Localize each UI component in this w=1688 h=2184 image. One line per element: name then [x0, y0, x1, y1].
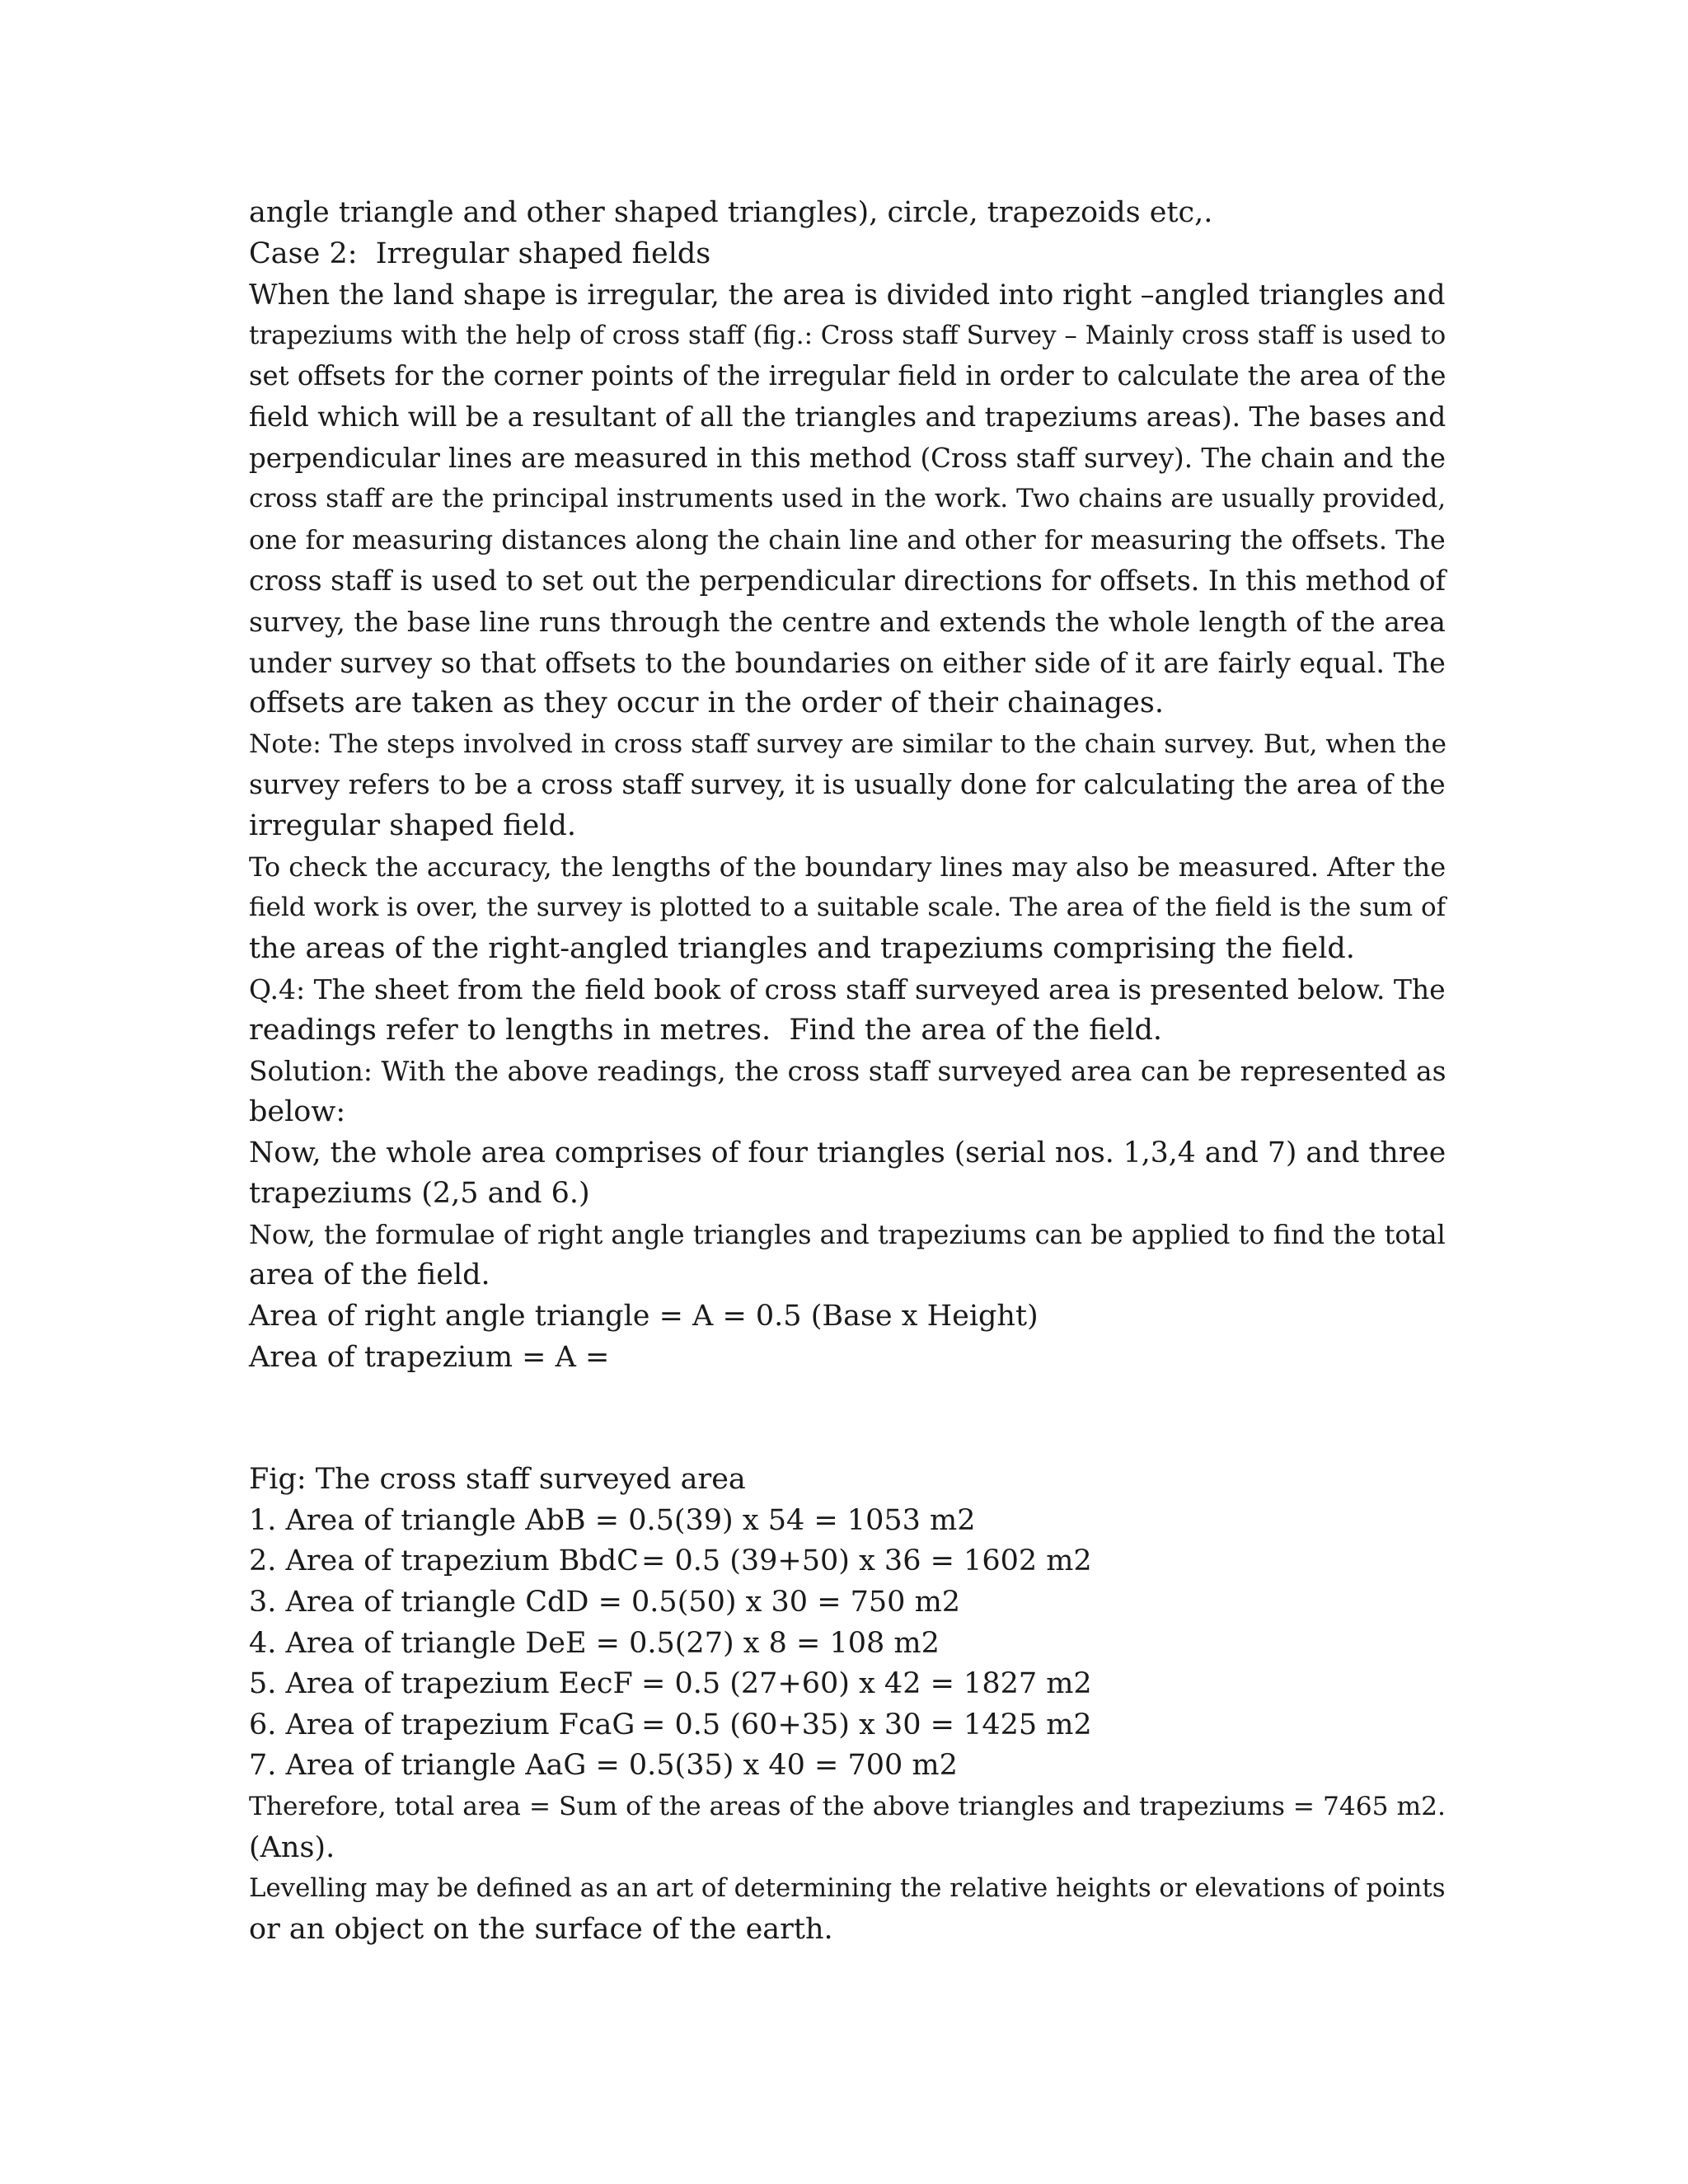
question-line: Q.4: The sheet from the field book of cross staff surveyed area is presented below. The	[249, 973, 1446, 1006]
solution-line: below:	[249, 1095, 346, 1129]
text-line: survey, the base line runs through the centre and extends the whole length of the area	[249, 605, 1446, 638]
answer-line: (Ans).	[249, 1830, 335, 1864]
note-line: irregular shaped field.	[249, 808, 577, 842]
text-line: the areas of the right-angled triangles and trapeziums comprising the field.	[249, 931, 1355, 965]
calculation-right: = 0.5 (27+60) x 42 = 1827 m2	[641, 1667, 1092, 1701]
text-line: field work is over, the survey is plotted to a suitable scale. The area of the field is the sum of	[249, 893, 1447, 923]
calculation-left: 2. Area of trapezium BbdC	[249, 1544, 639, 1578]
question-line: readings refer to lengths in metres. Find the area of the field.	[249, 1013, 1163, 1047]
section-heading-case-2: Case 2: Irregular shaped fields	[249, 237, 711, 270]
text-line: offsets are taken as they occur in the order of their chainages.	[249, 687, 1164, 720]
calculation-row	[249, 1624, 1452, 1665]
formula-trapezium: Area of trapezium = A =	[249, 1340, 610, 1374]
calculation-row	[249, 1705, 1452, 1746]
text-line: area of the field.	[249, 1258, 490, 1292]
blank-space	[249, 1378, 1452, 1460]
calculation-row	[249, 1582, 1452, 1624]
document-page	[249, 193, 1452, 1950]
text-line: field which will be a resultant of all the triangles and trapeziums areas). The bases and	[249, 401, 1447, 433]
levelling-definition-line: Levelling may be defined as an art of determining the relative heights or elevations of points	[249, 1873, 1446, 1904]
note-line: survey refers to be a cross staff survey, it is usually done for calculating the area of the	[249, 769, 1446, 801]
calculation-row	[249, 1746, 1452, 1787]
text-line: one for measuring distances along the chain line and other for measuring the offsets. The	[249, 523, 1446, 555]
levelling-definition-line: or an object on the surface of the earth.	[249, 1912, 833, 1946]
text-line: When the land shape is irregular, the area is divided into right –angled triangles and	[249, 279, 1446, 312]
text-line: cross staff are the principal instruments used in the work. Two chains are usually provided,	[249, 484, 1447, 514]
text-line: perpendicular lines are measured in this method (Cross staff survey). The chain and the	[249, 442, 1446, 474]
calculation-left: 4. Area of triangle DeE = 0.5(27) x 8 = 108 m2	[249, 1626, 940, 1660]
text-line: trapeziums (2,5 and 6.)	[249, 1177, 590, 1211]
body-text-top	[249, 193, 1452, 1378]
calculation-list	[249, 1501, 1452, 1787]
text-line: To check the accuracy, the lengths of the boundary lines may also be measured. After the	[249, 851, 1447, 883]
calculation-left: 6. Area of trapezium FcaG	[249, 1708, 635, 1741]
figure-caption: Fig: The cross staff surveyed area	[249, 1463, 746, 1497]
text-line: trapeziums with the help of cross staff (fig.: Cross staff Survey – Mainly cross staff is used to	[249, 320, 1447, 350]
calculation-row	[249, 1501, 1452, 1542]
calculation-left: 3. Area of triangle CdD = 0.5(50) x 30 = 750 m2	[249, 1586, 961, 1619]
text-line: Now, the whole area comprises of four triangles (serial nos. 1,3,4 and 7) and three	[249, 1136, 1447, 1169]
calculation-right: = 0.5 (39+50) x 36 = 1602 m2	[641, 1544, 1092, 1578]
calculation-left: 1. Area of triangle AbB = 0.5(39) x 54 = 1053 m2	[249, 1503, 976, 1537]
text-line: cross staff is used to set out the perpendicular directions for offsets. In this method of	[249, 565, 1446, 598]
text-line: under survey so that offsets to the boundaries on either side of it are fairly equal. The	[249, 646, 1446, 679]
calculation-right: = 0.5 (60+35) x 30 = 1425 m2	[641, 1708, 1092, 1741]
solution-line: Solution: With the above readings, the cross staff surveyed area can be represented as	[249, 1055, 1447, 1088]
text-line: angle triangle and other shaped triangles), circle, trapezoids etc,.	[249, 196, 1213, 229]
text-line: Now, the formulae of right angle triangles and trapeziums can be applied to find the total	[249, 1218, 1446, 1250]
calculation-left: 5. Area of trapezium EecF	[249, 1667, 633, 1701]
calculation-row	[249, 1541, 1452, 1582]
total-area-line: Therefore, total area = Sum of the areas of the above triangles and trapeziums = 7465 m2.	[249, 1791, 1446, 1821]
calculation-left: 7. Area of triangle AaG = 0.5(35) x 40 = 700 m2	[249, 1749, 958, 1783]
calculation-row	[249, 1664, 1452, 1705]
formula-triangle: Area of right angle triangle = A = 0.5 (Base x Height)	[249, 1300, 1039, 1333]
note-line: Note: The steps involved in cross staff survey are similar to the chain survey. But, when the	[249, 729, 1447, 759]
text-line: set offsets for the corner points of the irregular field in order to calculate the area of the	[249, 360, 1447, 392]
body-text-bottom	[249, 1787, 1452, 1950]
